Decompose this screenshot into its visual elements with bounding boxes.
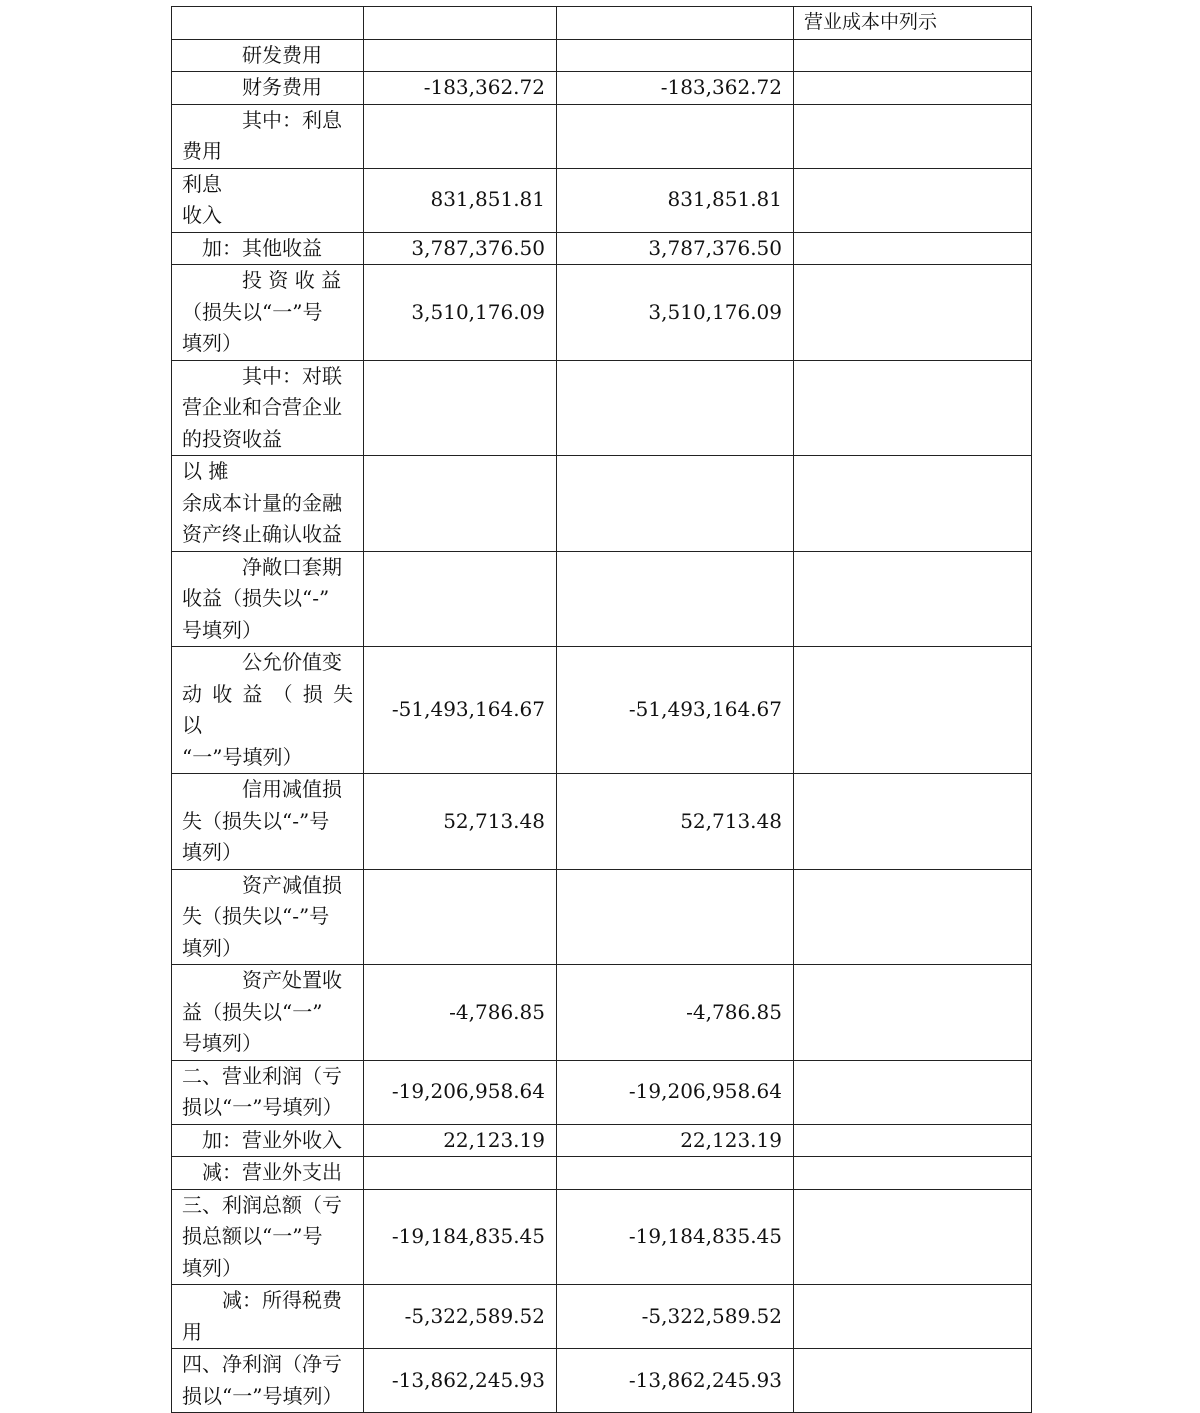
prior-value — [557, 1157, 794, 1190]
row-label-text: 加：营业外收入 — [202, 1127, 342, 1152]
row-label-line: 损以“一”号填列） — [182, 1095, 343, 1119]
note-cell — [794, 551, 1032, 647]
row-label — [172, 1060, 364, 1124]
row-label — [172, 1349, 364, 1413]
note-cell — [794, 1285, 1032, 1349]
current-value: -5,322,589.52 — [364, 1285, 557, 1349]
table-row — [172, 104, 1032, 168]
row-label-line: 失（损失以“-”号 — [182, 904, 330, 928]
prior-value — [557, 104, 794, 168]
row-label-line: 资产减值损 — [242, 872, 342, 897]
income-statement-table — [171, 6, 1032, 1413]
current-value: 831,851.81 — [364, 168, 557, 232]
current-value — [364, 869, 557, 965]
row-label-line: 其中：对联 — [242, 363, 342, 388]
table-row — [172, 647, 1032, 774]
note-cell — [794, 774, 1032, 870]
row-label-line: 号填列） — [182, 617, 262, 642]
row-label — [172, 1124, 364, 1157]
note-cell — [794, 1189, 1032, 1285]
note-cell — [794, 265, 1032, 361]
row-label-line: “一”号填列） — [182, 744, 303, 769]
current-value: -13,862,245.93 — [364, 1349, 557, 1413]
prior-value: -13,862,245.93 — [557, 1349, 794, 1413]
row-label-line: 二、营业利润（亏 — [182, 1063, 342, 1088]
table-row — [172, 232, 1032, 265]
row-label-line: 收益（损失以“-” — [182, 586, 330, 610]
table-row — [172, 1060, 1032, 1124]
row-label-text: 研发费用 — [242, 42, 322, 67]
current-value: -19,184,835.45 — [364, 1189, 557, 1285]
note-cell — [794, 360, 1032, 456]
table-row — [172, 551, 1032, 647]
row-label-text: 加：其他收益 — [202, 235, 322, 260]
table-row — [172, 1285, 1032, 1349]
row-label-line: 以 摊 — [182, 459, 229, 483]
prior-value: -19,184,835.45 — [557, 1189, 794, 1285]
table-row — [172, 1124, 1032, 1157]
current-value — [364, 7, 557, 40]
prior-value: 3,787,376.50 — [557, 232, 794, 265]
note-cell — [794, 1157, 1032, 1190]
current-value: 3,510,176.09 — [364, 265, 557, 361]
prior-value: -51,493,164.67 — [557, 647, 794, 774]
row-label-line: 填列） — [182, 331, 242, 355]
prior-value: 52,713.48 — [557, 774, 794, 870]
table-row — [172, 965, 1032, 1061]
row-label-text: 减：营业外支出 — [202, 1160, 342, 1184]
table-row — [172, 72, 1032, 105]
table-row — [172, 869, 1032, 965]
row-label-line: 失（损失以“-”号 — [182, 808, 330, 833]
prior-value: -183,362.72 — [557, 72, 794, 105]
note-cell — [794, 1349, 1032, 1413]
current-value — [364, 551, 557, 647]
current-value — [364, 360, 557, 456]
table-row — [172, 1157, 1032, 1190]
row-label — [172, 7, 364, 40]
prior-value: 831,851.81 — [557, 168, 794, 232]
row-label — [172, 72, 364, 105]
row-label-line: 费用 — [182, 139, 222, 163]
row-label — [172, 104, 364, 168]
row-label — [172, 39, 364, 72]
current-value — [364, 1157, 557, 1190]
table-row — [172, 265, 1032, 361]
row-label-line: 资产处置收 — [242, 968, 342, 992]
row-label — [172, 456, 364, 552]
row-label-line: 余成本计量的金融 — [182, 490, 342, 515]
row-label — [172, 1157, 364, 1190]
row-label-line: 益（损失以“一” — [182, 999, 323, 1024]
current-value: -4,786.85 — [364, 965, 557, 1061]
current-value: -51,493,164.67 — [364, 647, 557, 774]
row-label-line: 填列） — [182, 840, 242, 864]
prior-value — [557, 7, 794, 40]
prior-value — [557, 869, 794, 965]
row-label-line: 用 — [182, 1319, 202, 1344]
prior-value: 3,510,176.09 — [557, 265, 794, 361]
row-label-line: 资产终止确认收益 — [182, 522, 342, 546]
row-label — [172, 774, 364, 870]
note-cell — [794, 39, 1032, 72]
row-label — [172, 869, 364, 965]
prior-value — [557, 551, 794, 647]
row-label — [172, 265, 364, 361]
row-label-line: 净敞口套期 — [242, 554, 342, 579]
table-row — [172, 360, 1032, 456]
row-label-line: 损以“一”号填列） — [182, 1383, 343, 1408]
row-label-line: 公允价值变 — [242, 650, 342, 674]
row-label — [172, 232, 364, 265]
row-label-line: 填列） — [182, 935, 242, 960]
row-label-line: 信用减值损 — [242, 777, 342, 801]
row-label-line: 的投资收益 — [182, 426, 282, 451]
note-cell — [794, 647, 1032, 774]
row-label-line: 收入 — [182, 203, 222, 227]
current-value: -183,362.72 — [364, 72, 557, 105]
row-label-line: 损总额以“一”号 — [182, 1224, 323, 1248]
row-label-line: 号填列） — [182, 1031, 262, 1055]
row-label — [172, 551, 364, 647]
current-value: 3,787,376.50 — [364, 232, 557, 265]
table-row — [172, 7, 1032, 40]
prior-value: -4,786.85 — [557, 965, 794, 1061]
prior-value: -19,206,958.64 — [557, 1060, 794, 1124]
row-label — [172, 360, 364, 456]
row-label — [172, 647, 364, 774]
prior-value — [557, 39, 794, 72]
row-label-line: 利息 — [182, 171, 222, 196]
current-value: 52,713.48 — [364, 774, 557, 870]
row-label — [172, 168, 364, 232]
current-value: -19,206,958.64 — [364, 1060, 557, 1124]
row-label-text: 财务费用 — [242, 75, 322, 99]
row-label-line: 三、利润总额（亏 — [182, 1192, 342, 1217]
row-label-line: 四、净利润（净亏 — [182, 1352, 342, 1376]
row-label-line: 动 收 益 （ 损 失 以 — [182, 681, 353, 737]
note-cell — [794, 232, 1032, 265]
table-row — [172, 39, 1032, 72]
note-cell — [794, 168, 1032, 232]
note-cell — [794, 1060, 1032, 1124]
row-label-line: 减：所得税费 — [222, 1288, 342, 1312]
note-cell — [794, 104, 1032, 168]
prior-value: -5,322,589.52 — [557, 1285, 794, 1349]
row-label-line: 营企业和合营企业 — [182, 395, 342, 419]
note-cell — [794, 456, 1032, 552]
prior-value — [557, 456, 794, 552]
row-label-line: 投 资 收 益 — [242, 268, 342, 292]
note-cell — [794, 72, 1032, 105]
table-row — [172, 1349, 1032, 1413]
table-row — [172, 1189, 1032, 1285]
note-cell — [794, 1124, 1032, 1157]
note-cell — [794, 869, 1032, 965]
current-value — [364, 39, 557, 72]
note-cell — [794, 965, 1032, 1061]
row-label — [172, 965, 364, 1061]
row-label-line: 其中：利息 — [242, 107, 342, 132]
row-label — [172, 1189, 364, 1285]
row-label-line: （损失以“一”号 — [182, 299, 323, 324]
prior-value — [557, 360, 794, 456]
current-value — [364, 456, 557, 552]
table-row — [172, 168, 1032, 232]
table-row — [172, 456, 1032, 552]
row-label-line: 填列） — [182, 1255, 242, 1280]
note-cell: 营业成本中列示 — [794, 7, 1032, 40]
current-value: 22,123.19 — [364, 1124, 557, 1157]
current-value — [364, 104, 557, 168]
table-row — [172, 774, 1032, 870]
row-label — [172, 1285, 364, 1349]
prior-value: 22,123.19 — [557, 1124, 794, 1157]
